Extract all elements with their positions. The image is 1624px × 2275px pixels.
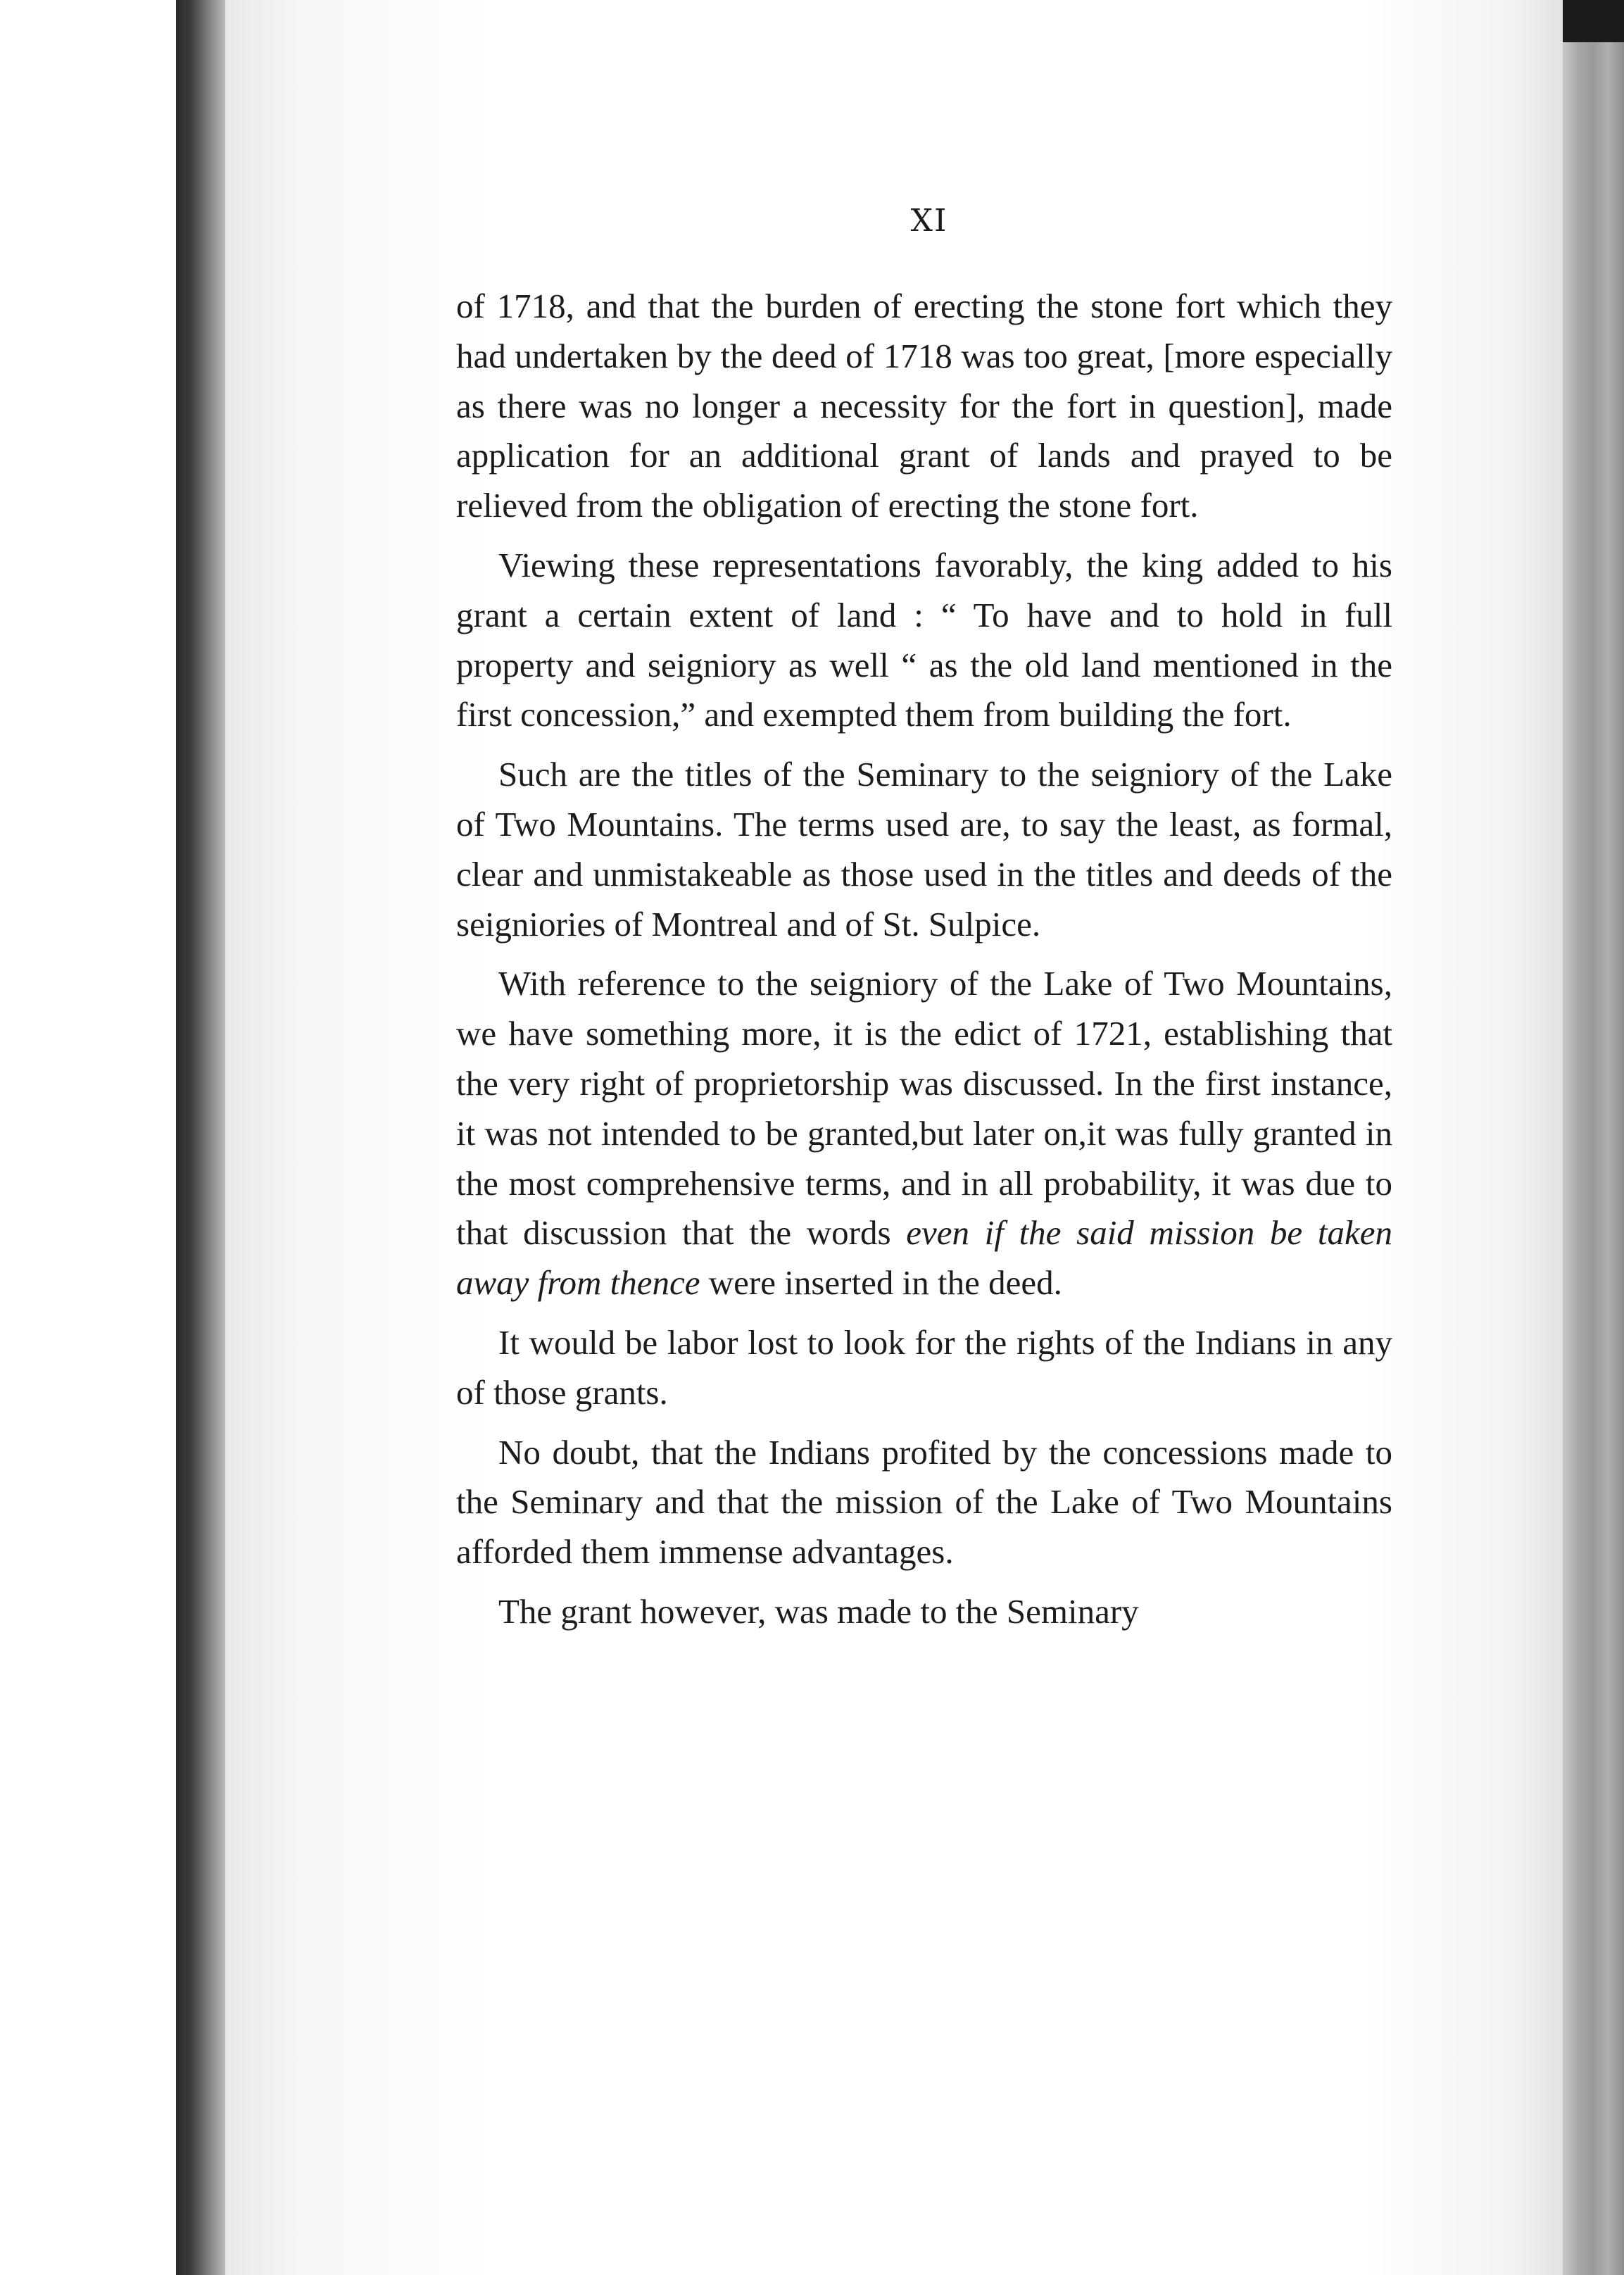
paragraph-3: Such are the titles of the Seminary to the seigniory of the Lake of Two Mountains. The terms used are, to say the least, as formal, clear and unmistakeable as those used in the titles and deeds of the seigniories of Montreal and of St. Sulpice. [456, 755, 1392, 944]
paragraph-1: of 1718, and that the burden of erecting the stone fort which they had undertaken by the deed of 1718 was too great, [more especially as there was no longer a necessity for the fort in question], made application for an additional grant of lands and prayed to be relieved from the obligation of erecting the stone fort. [456, 287, 1392, 525]
paragraph-6: No doubt, that the Indians profited by the concessions made to the Seminary and that the mission of the Lake of Two Mountains afforded them immense advantages. [456, 1432, 1392, 1572]
paragraph-4 [456, 959, 1392, 1308]
page-number: XI [910, 203, 948, 239]
page-edge [1563, 0, 1624, 2275]
paragraph-4-text: With reference to the seigniory of the Lake of Two Mountains, we have something more, it is the edict of 1721, establishing that the very right of proprietorship was discussed. In the first instance, it was not intended to be granted,but later on,it was fully granted in the most comprehensive terms, and in all probability, it was due to that discussion that the words [456, 964, 1392, 1253]
book-binding-shadow [176, 0, 225, 2275]
paragraph-4-text-end: were inserted in the deed. [700, 1263, 1062, 1303]
body-text [456, 282, 1392, 1647]
page-edge-corner [1563, 0, 1624, 42]
paragraph-4-italic-quote: even if the said mission be taken away from thence [456, 1213, 1392, 1303]
paragraph-2: Viewing these representations favorably, the king added to his grant a certain extent of land : “ To have and to hold in full property and seigniory as well “ as the old land mentioned in the first concession,” and exempted them from building the fort. [456, 545, 1392, 734]
paragraph-7: The grant however, was made to the Seminary [498, 1591, 1139, 1631]
paragraph-5: It would be labor lost to look for the rights of the Indians in any of those grants. [456, 1322, 1392, 1412]
left-margin [0, 0, 176, 2275]
